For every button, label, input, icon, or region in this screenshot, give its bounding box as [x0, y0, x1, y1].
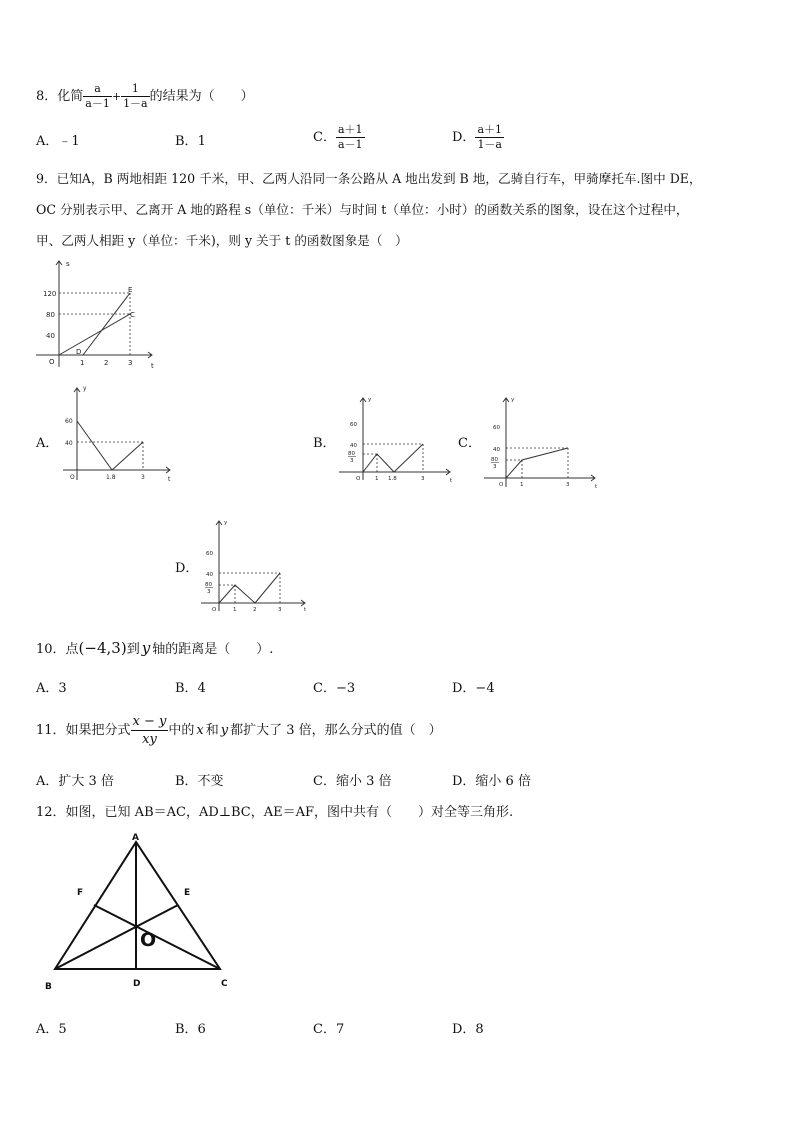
- q9-d-y-label: y: [224, 520, 228, 526]
- q9-c-tick-1: 1: [520, 482, 524, 488]
- q9-b-x-label: t: [450, 478, 453, 484]
- q9-b-tick-80-den: 3: [350, 458, 354, 464]
- q10-suffix: 轴的距离是（ ）.: [152, 642, 274, 657]
- q8-option-b[interactable]: [175, 130, 206, 149]
- q9-main-point-e: E: [128, 286, 133, 294]
- q9-option-b-graph[interactable]: [333, 392, 458, 488]
- q9-main-point-c: C: [130, 311, 135, 319]
- q11-stem: [36, 712, 442, 750]
- q12-segment-cf: [94, 905, 220, 969]
- q9-line-3: 甲、乙两人相距 y（单位：千米)，则 y 关于 t 的函数图象是（ ）: [36, 233, 408, 248]
- q10-axis: y: [141, 639, 151, 657]
- q9-b-tick-18: 1.8: [388, 476, 397, 482]
- q12-triangle-figure: [36, 832, 246, 997]
- q9-c-tick-80-den: 3: [493, 464, 497, 470]
- q9-b-y-label: y: [368, 397, 372, 403]
- q9-d-tick-2: 2: [253, 607, 257, 613]
- q9-a-x-label: t: [168, 476, 171, 483]
- q12-option-d[interactable]: D．8: [452, 1022, 484, 1037]
- q10-option-b[interactable]: B．4: [175, 681, 206, 696]
- q12-triangle-abc: [55, 842, 220, 969]
- q9-option-b-label[interactable]: B．: [313, 436, 336, 451]
- q9-d-curve: [219, 573, 280, 603]
- q9-main-xtick-3: 3: [128, 359, 133, 367]
- q9-b-tick-60: 60: [350, 422, 357, 428]
- q9-b-curve: [363, 444, 423, 472]
- q9-c-y-label: y: [511, 397, 515, 403]
- q9-line-2: OC 分别表示甲、乙离开 A 地的路程 s（单位：千米）与时间 t（单位：小时）的函数关系的图象，设在这个过程中，: [36, 202, 689, 217]
- q9-main-y-label: s: [66, 260, 70, 268]
- q11-var-x: x: [196, 723, 204, 738]
- q12-label-c: C: [221, 979, 228, 989]
- q8-stem: [36, 80, 254, 114]
- q12-label-e: E: [184, 888, 191, 898]
- q12-label-b: B: [45, 982, 52, 992]
- q12-option-b[interactable]: B．6: [175, 1022, 206, 1037]
- q8-option-a-value: ﹣1: [58, 134, 80, 149]
- q10-option-d[interactable]: D．−4: [452, 681, 495, 696]
- q8-option-d-fraction: [475, 123, 504, 152]
- q11-denominator: xy: [142, 732, 157, 747]
- q11-option-d[interactable]: D．缩小 6 倍: [452, 774, 531, 789]
- q8-option-b-value: 1: [197, 134, 206, 149]
- q11-option-a[interactable]: A．扩大 3 倍: [36, 774, 114, 789]
- q12-label-o: O: [140, 929, 157, 951]
- q8-fraction-1: [83, 82, 112, 111]
- q8-option-b-label: B．: [175, 134, 198, 149]
- q9-b-tick-80-num: 80: [348, 451, 355, 457]
- q8-f1-numerator: a: [83, 82, 112, 97]
- q9-c-tick-60: 60: [493, 425, 500, 431]
- q10-option-a[interactable]: A．3: [36, 681, 67, 696]
- q11-suffix: 都扩大了 3 倍，那么分式的值（ ）: [230, 723, 442, 738]
- q9-main-line-oc: [59, 314, 130, 355]
- q12-label-f: F: [77, 888, 84, 898]
- q9-b-tick-40: 40: [350, 443, 357, 449]
- q8-option-d[interactable]: [452, 120, 504, 156]
- q9-option-a-label[interactable]: A．: [36, 436, 59, 451]
- q9-main-line-de: [83, 293, 130, 355]
- q12-option-c[interactable]: C．7: [313, 1022, 345, 1037]
- q9-main-xtick-2: 2: [104, 359, 109, 367]
- q8-f1-denominator: a－1: [85, 97, 110, 110]
- q9-main-x-label: t: [151, 362, 154, 370]
- q8-fraction-2: [121, 82, 150, 111]
- q8-option-d-label: D．: [452, 130, 476, 145]
- q9-a-tick-60: 60: [65, 418, 73, 425]
- q10-option-c[interactable]: C．−3: [313, 681, 356, 696]
- q9-d-tick-40: 40: [206, 572, 213, 578]
- q10-prefix: 10．点: [36, 642, 79, 657]
- q9-main-ytick-40: 40: [46, 332, 55, 340]
- q12-option-a[interactable]: A．5: [36, 1022, 67, 1037]
- q9-d-x-label: t: [304, 607, 307, 613]
- q9-option-c-graph[interactable]: [478, 392, 603, 492]
- q9-option-c-label[interactable]: C．: [458, 436, 481, 451]
- q9-d-tick-1: 1: [233, 607, 237, 613]
- q9-a-tick-3: 3: [141, 474, 145, 481]
- q10-stem: [36, 638, 273, 657]
- q10-mid: 到: [126, 642, 140, 657]
- q9-c-tick-40: 40: [493, 447, 500, 453]
- q11-option-b[interactable]: B．不变: [175, 774, 224, 789]
- q8-option-a-label: A．: [36, 134, 59, 149]
- q9-b-origin: O: [356, 476, 361, 482]
- q9-option-d-label[interactable]: D．: [175, 561, 199, 576]
- q9-c-origin: O: [499, 482, 504, 488]
- q9-main-xtick-1: 1: [80, 359, 85, 367]
- q9-b-tick-3: 3: [421, 476, 425, 482]
- q9-d-tick-80-den: 3: [207, 589, 211, 595]
- q9-main-graph: [30, 255, 165, 373]
- q8-f2-denominator: 1－a: [123, 97, 148, 110]
- q9-c-x-label: t: [595, 484, 598, 490]
- q9-b-tick-1: 1: [375, 476, 379, 482]
- q9-main-point-d: D: [76, 348, 82, 356]
- q9-a-curve: [77, 421, 143, 470]
- q9-a-y-label: y: [83, 385, 87, 392]
- q8-d-denominator: 1－a: [477, 138, 502, 151]
- q12-stem: 12．如图，已知 AB＝AC，AD⊥BC，AE＝AF，图中共有（ ）对全等三角形.: [36, 805, 514, 820]
- q11-option-c[interactable]: C．缩小 3 倍: [313, 774, 392, 789]
- q10-point: (−4,3): [78, 639, 127, 657]
- q12-label-a: A: [132, 833, 139, 843]
- q8-option-c-fraction: [336, 123, 365, 152]
- q8-option-a[interactable]: [36, 130, 80, 149]
- q11-var-y: y: [220, 723, 229, 738]
- q8-c-denominator: a－1: [337, 138, 363, 151]
- q9-c-tick-3: 3: [566, 482, 570, 488]
- q9-line-1: 9．已知A，B 两地相距 120 千米，甲、乙两人沿同一条公路从 A 地出发到 B 地，乙骑自行车，甲骑摩托车.图中 DE，: [36, 171, 702, 186]
- q9-main-ytick-80: 80: [46, 311, 55, 319]
- q11-numerator: x − y: [132, 714, 167, 729]
- q9-c-tick-80-num: 80: [491, 457, 498, 463]
- q9-option-a-graph[interactable]: [55, 380, 180, 488]
- q12-segment-be: [55, 905, 178, 969]
- q11-fraction: [131, 713, 169, 748]
- q8-option-c[interactable]: [313, 120, 365, 156]
- q8-c-numerator: a＋1: [337, 123, 363, 136]
- q8-option-c-label: C．: [313, 130, 336, 145]
- q9-a-tick-18: 1.8: [106, 474, 116, 481]
- q12-label-d: D: [133, 979, 141, 989]
- q9-c-curve: [506, 448, 568, 478]
- q11-mid2: 和: [205, 723, 219, 738]
- q11-mid1: 中的: [168, 723, 195, 738]
- q11-prefix: 11．如果把分式: [36, 723, 131, 738]
- q9-a-tick-40: 40: [65, 440, 73, 447]
- q8-plus: +: [111, 90, 122, 103]
- q8-prefix: 8．化简: [36, 89, 84, 104]
- q9-d-origin: O: [212, 607, 217, 613]
- q8-d-numerator: a＋1: [477, 123, 502, 136]
- q9-d-tick-3: 3: [278, 607, 282, 613]
- q9-d-tick-60: 60: [206, 551, 213, 557]
- q9-a-origin: O: [70, 474, 75, 481]
- q9-main-ytick-120: 120: [43, 290, 57, 298]
- q8-suffix: 的结果为（ ）: [149, 89, 254, 104]
- q8-f2-numerator: 1: [121, 82, 150, 97]
- q9-d-tick-80-num: 80: [205, 582, 212, 588]
- q9-main-origin: O: [49, 358, 55, 366]
- q9-option-d-graph[interactable]: [195, 515, 320, 615]
